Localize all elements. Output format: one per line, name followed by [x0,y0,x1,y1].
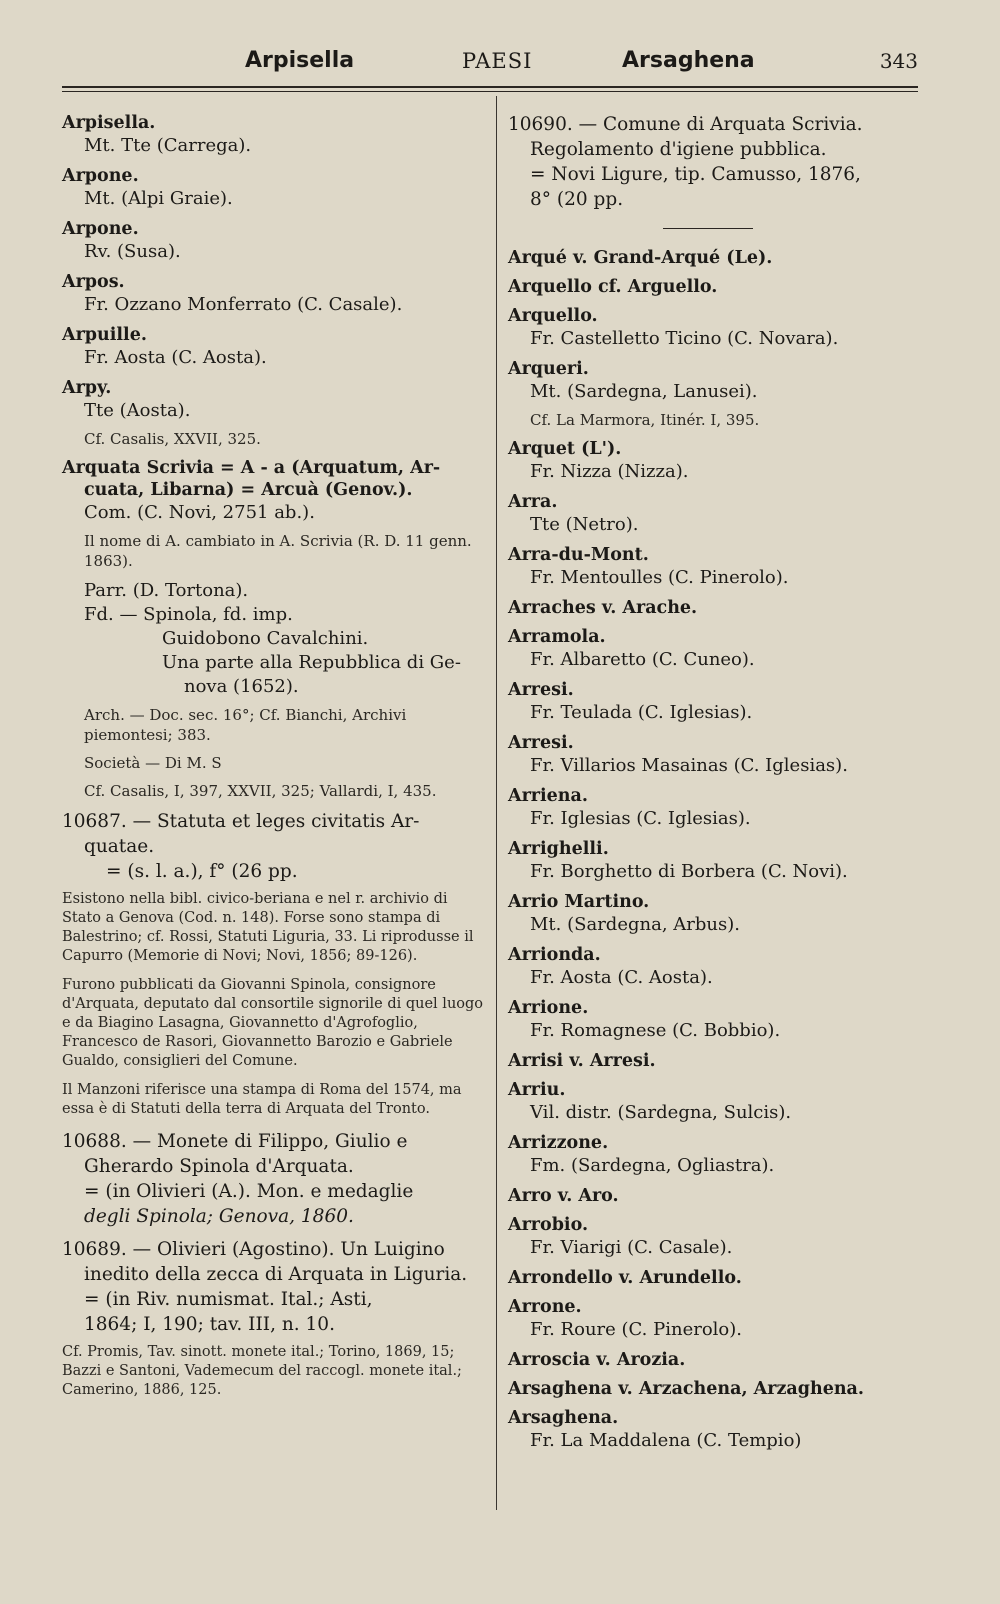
entry [508,544,920,590]
entry-line: Gherardo Spinola d'Arquata. [84,1156,354,1177]
entry [508,1132,920,1178]
entry-title: Arramola. [508,627,606,647]
entry-body: Tte (Aosta). [84,400,191,421]
entry-body: Fr. Mentoulles (C. Pinerolo). [530,567,789,588]
entry-body: Fr. Castelletto Ticino (C. Novara). [530,328,839,349]
running-header [60,44,918,84]
entry [508,679,920,725]
entry-body: Fr. Aosta (C. Aosta). [84,347,267,368]
entry-title: Arrione. [508,998,589,1018]
entry [508,1349,920,1371]
entry-line: 10687. — Statuta et leges civitatis Ar- [62,811,420,832]
entry [62,165,490,211]
bibliography-note: Il Manzoni riferisce una stampa di Roma del 1574, ma essa è di Statuti della terra di Arquata del Tronto. [62,1082,462,1117]
feud-line: Fd. — Spinola, fd. imp. [84,604,293,625]
entry-title: Arquata Scrivia = A - a (Arquatum, Ar- [62,458,441,478]
header-section: PAESI [462,49,533,73]
entry-title: Arra. [508,492,558,512]
feud-line: Guidobono Cavalchini. [162,628,369,649]
entry-body: Rv. (Susa). [84,241,181,262]
entry [508,1079,920,1125]
entry-body: Fr. Roure (C. Pinerolo). [530,1319,743,1340]
entry-title: Arquello cf. Arguello. [508,277,718,297]
entry-line: = (s. l. a.), f° (26 pp. [106,861,298,882]
entry-line: inedito della zecca di Arquata in Liguria. [84,1264,468,1285]
bibliography-entry [62,809,490,884]
entry-title: Arrobio. [508,1215,589,1235]
entry-title: Arrionda. [508,945,601,965]
right-column [508,112,920,1460]
entry [508,1214,920,1260]
entry [508,1185,920,1207]
entry-title: Arpos. [62,272,125,292]
entry-title-cont: cuata, Libarna) = Arcuà (Genov.). [84,480,413,500]
column-divider [496,96,497,1510]
society-note: Società — Di M. S [84,754,222,772]
entry-note: Il nome di A. cambiato in A. Scrivia (R. D. 11 genn. 1863). [84,532,472,570]
entry [508,1267,920,1289]
entry-title: Arriu. [508,1080,566,1100]
page-number: 343 [879,49,918,73]
entry [508,491,920,537]
entry-title: Arpone. [62,166,139,186]
entry-line: = (in Riv. numismat. Ital.; Asti, [84,1289,373,1310]
entry [508,358,920,430]
entry-title: Arpuille. [62,325,147,345]
entry-line: 10688. — Monete di Filippo, Giulio e [62,1131,408,1152]
entry-body: Mt. (Alpi Graie). [84,188,233,209]
entry [508,785,920,831]
entry-body: Vil. distr. (Sardegna, Sulcis). [530,1102,792,1123]
entry [508,305,920,351]
header-first-entry: Arpisella [245,48,355,73]
bibliography-note: Esistono nella bibl. civico-beriana e nel r. archivio di Stato a Genova (Cod. n. 148). Forse sono stampa di Balestrino; cf. Rossi, Statuti Liguria, 33. Li riprodusse il Capurro (Memorie di Novi; Novi, 1856; 89-126). [62,891,474,964]
entry-body: Fr. Iglesias (C. Iglesias). [530,808,751,829]
entry-title: Arraches v. Arache. [508,598,698,618]
entry [62,218,490,264]
entry-body: Fr. Villarios Masainas (C. Iglesias). [530,755,848,776]
entry-body: Fm. (Sardegna, Ogliastra). [530,1155,775,1176]
entry-line: degli Spinola; Genova, 1860. [84,1206,354,1227]
entry [508,438,920,484]
reference-note: Cf. Casalis, I, 397, XXVII, 325; Vallardi, I, 435. [84,782,437,800]
entry-body: Com. (C. Novi, 2751 ab.). [84,502,315,523]
bibliography-note: Cf. Promis, Tav. sinott. monete ital.; Torino, 1869, 15; Bazzi e Santoni, Vademecum del raccogl. monete ital.; Camerino, 1886, 125. [62,1344,462,1398]
entry-title: Arriena. [508,786,588,806]
entry-title: Arpone. [62,219,139,239]
entry-line: = Novi Ligure, tip. Camusso, 1876, [530,164,861,185]
entry-body: Mt. (Sardegna, Arbus). [530,914,740,935]
bibliography-entry [62,1237,490,1337]
entry [508,891,920,937]
entry-title: Arro v. Aro. [508,1186,619,1206]
entry-title: Arpy. [62,378,112,398]
entry-title: Arresi. [508,733,574,753]
feud-line: Una parte alla Repubblica di Ge- [162,652,461,673]
bibliography-entry [62,1129,490,1229]
entry-body: Fr. Aosta (C. Aosta). [530,967,713,988]
entry-body: Fr. Nizza (Nizza). [530,461,689,482]
entry-body: Tte (Netro). [530,514,639,535]
header-last-entry: Arsaghena [622,48,755,73]
entry-title: Arrondello v. Arundello. [508,1268,742,1288]
entry-body: Mt. (Sardegna, Lanusei). [530,381,758,402]
entry-line: 1864; I, 190; tav. III, n. 10. [84,1314,335,1335]
entry-body: Fr. Teulada (C. Iglesias). [530,702,753,723]
bibliography-entry [508,112,920,212]
entry-title: Arrisi v. Arresi. [508,1051,656,1071]
entry-title: Arqueri. [508,359,589,379]
entry [508,626,920,672]
entry-title: Arqué v. Grand-Arqué (Le). [508,248,773,268]
entry-arquata [62,457,490,801]
entry [508,838,920,884]
entry-note: Cf. Casalis, XXVII, 325. [84,430,261,448]
entry-title: Arrio Martino. [508,892,650,912]
feud-line: nova (1652). [184,676,299,697]
entry [508,997,920,1043]
entry [508,1296,920,1342]
header-rule [62,86,918,88]
entry [508,1407,920,1453]
entry [62,271,490,317]
entry-title: Arrizzone. [508,1133,609,1153]
entry-title: Arresi. [508,680,574,700]
entry-title: Arsaghena. [508,1408,619,1428]
entry [62,112,490,158]
entry [62,377,490,449]
entry-title: Arquello. [508,306,598,326]
entry-line: quatae. [84,836,155,857]
entry-body: Fr. Albaretto (C. Cuneo). [530,649,755,670]
entry-title: Arrighelli. [508,839,609,859]
entry-title: Arra-du-Mont. [508,545,649,565]
entry-body: Fr. Borghetto di Borbera (C. Novi). [530,861,848,882]
entry [508,1378,920,1400]
entry-line: = (in Olivieri (A.). Mon. e medaglie [84,1181,414,1202]
entry [508,247,920,269]
entry-body: Fr. Romagnese (C. Bobbio). [530,1020,781,1041]
parish-line: Parr. (D. Tortona). [84,580,249,601]
entry-title: Arrone. [508,1297,582,1317]
entry-title: Arquet (L'). [508,439,622,459]
entry-line: Regolamento d'igiene pubblica. [530,139,827,160]
archive-note: Arch. — Doc. sec. 16°; Cf. Bianchi, Archivi piemontesi; 383. [84,706,407,744]
entry-line: 8° (20 pp. [530,189,624,210]
entry-note: Cf. La Marmora, Itinér. I, 395. [530,411,760,429]
entry-line: 10690. — Comune di Arquata Scrivia. [508,114,863,135]
entry [508,944,920,990]
entry-title: Arroscia v. Arozia. [508,1350,686,1370]
entry-body: Fr. Ozzano Monferrato (C. Casale). [84,294,403,315]
entry-title: Arsaghena v. Arzachena, Arzaghena. [508,1379,864,1399]
section-separator [663,228,753,229]
entry-body: Mt. Tte (Carrega). [84,135,252,156]
entry [62,324,490,370]
entry [508,1050,920,1072]
entry [508,732,920,778]
entry [508,597,920,619]
header-rule-thin [62,91,918,92]
entry-line: 10689. — Olivieri (Agostino). Un Luigino [62,1239,445,1260]
bibliography-note: Furono pubblicati da Giovanni Spinola, consignore d'Arquata, deputato dal consortile signorile di quel luogo e da Biagino Lasagna, Giovannetto d'Agrofoglio, Francesco de Rasori, Giovannetto Barozio e Gabriele Gualdo, consiglieri del Comune. [62,977,484,1069]
entry [508,276,920,298]
entry-body: Fr. Viarigi (C. Casale). [530,1237,733,1258]
entry-body: Fr. La Maddalena (C. Tempio) [530,1430,802,1451]
entry-title: Arpisella. [62,113,156,133]
left-column [62,112,490,1410]
